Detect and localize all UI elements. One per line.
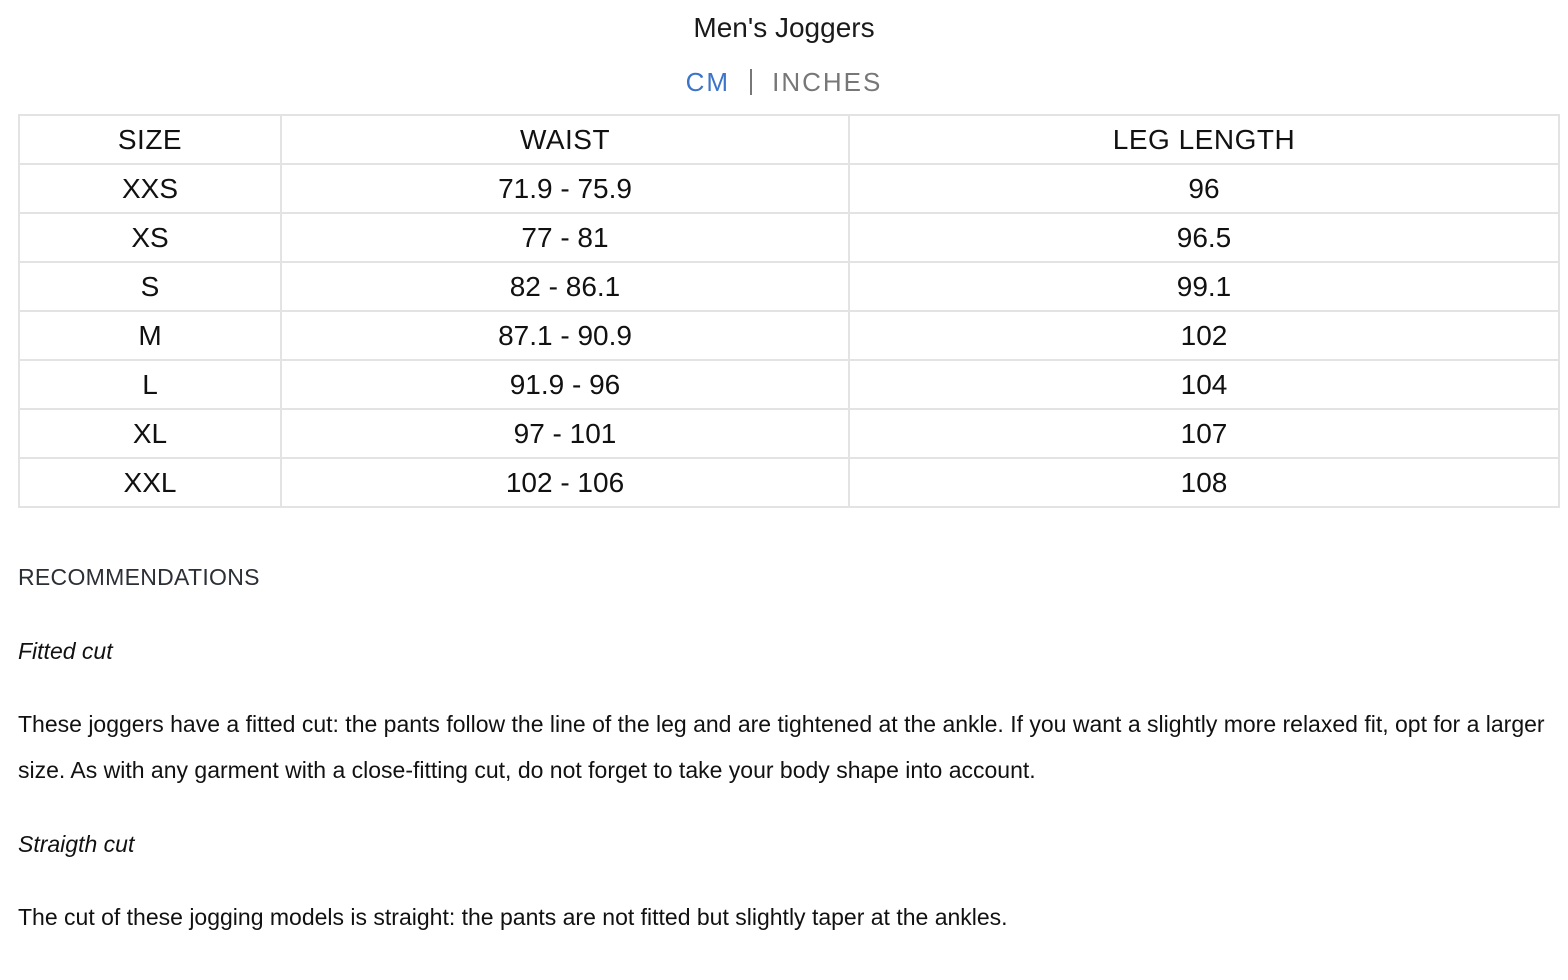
- waist-cell: 97 - 101: [281, 409, 849, 458]
- column-header-size: SIZE: [19, 115, 281, 164]
- size-cell: XL: [19, 409, 281, 458]
- size-cell: M: [19, 311, 281, 360]
- column-header-waist: WAIST: [281, 115, 849, 164]
- fitted-cut-description: These joggers have a fitted cut: the pants follow the line of the leg and are tightened at the ankle. If you want a slightly more relaxed fit, opt for a larger size. As with any garment with a close-fitting cut, do not forget to take your body shape into account.: [18, 711, 1545, 783]
- table-row: [19, 409, 1559, 458]
- table-row: [19, 360, 1559, 409]
- unit-cm-tab[interactable]: CM: [685, 67, 731, 98]
- leg-length-cell: 96: [849, 164, 1559, 213]
- size-cell: XS: [19, 213, 281, 262]
- leg-length-cell: 96.5: [849, 213, 1559, 262]
- waist-cell: 77 - 81: [281, 213, 849, 262]
- table-row: [19, 213, 1559, 262]
- leg-length-cell: 102: [849, 311, 1559, 360]
- unit-separator: [750, 69, 752, 95]
- waist-cell: 102 - 106: [281, 458, 849, 507]
- table-row: [19, 311, 1559, 360]
- size-cell: S: [19, 262, 281, 311]
- fitted-cut-title: Fitted cut: [18, 638, 113, 664]
- table-row: [19, 458, 1559, 507]
- table-row: [19, 164, 1559, 213]
- page-title: Men's Joggers: [693, 12, 875, 43]
- column-header-leg-length: LEG LENGTH: [849, 115, 1559, 164]
- recommendations-heading: RECOMMENDATIONS: [18, 564, 260, 590]
- straight-cut-title: Straigth cut: [18, 831, 135, 857]
- leg-length-cell: 107: [849, 409, 1559, 458]
- leg-length-cell: 108: [849, 458, 1559, 507]
- waist-cell: 91.9 - 96: [281, 360, 849, 409]
- waist-cell: 82 - 86.1: [281, 262, 849, 311]
- straight-cut-description: The cut of these jogging models is straight: the pants are not fitted but slightly taper at the ankles.: [18, 904, 1008, 930]
- size-cell: XXS: [19, 164, 281, 213]
- leg-length-cell: 104: [849, 360, 1559, 409]
- unit-toggle: [0, 62, 1568, 100]
- waist-cell: 71.9 - 75.9: [281, 164, 849, 213]
- table-row: [19, 262, 1559, 311]
- unit-inches-tab[interactable]: INCHES: [772, 67, 883, 98]
- waist-cell: 87.1 - 90.9: [281, 311, 849, 360]
- size-table: [18, 114, 1560, 508]
- table-header-row: [19, 115, 1559, 164]
- size-cell: XXL: [19, 458, 281, 507]
- size-cell: L: [19, 360, 281, 409]
- leg-length-cell: 99.1: [849, 262, 1559, 311]
